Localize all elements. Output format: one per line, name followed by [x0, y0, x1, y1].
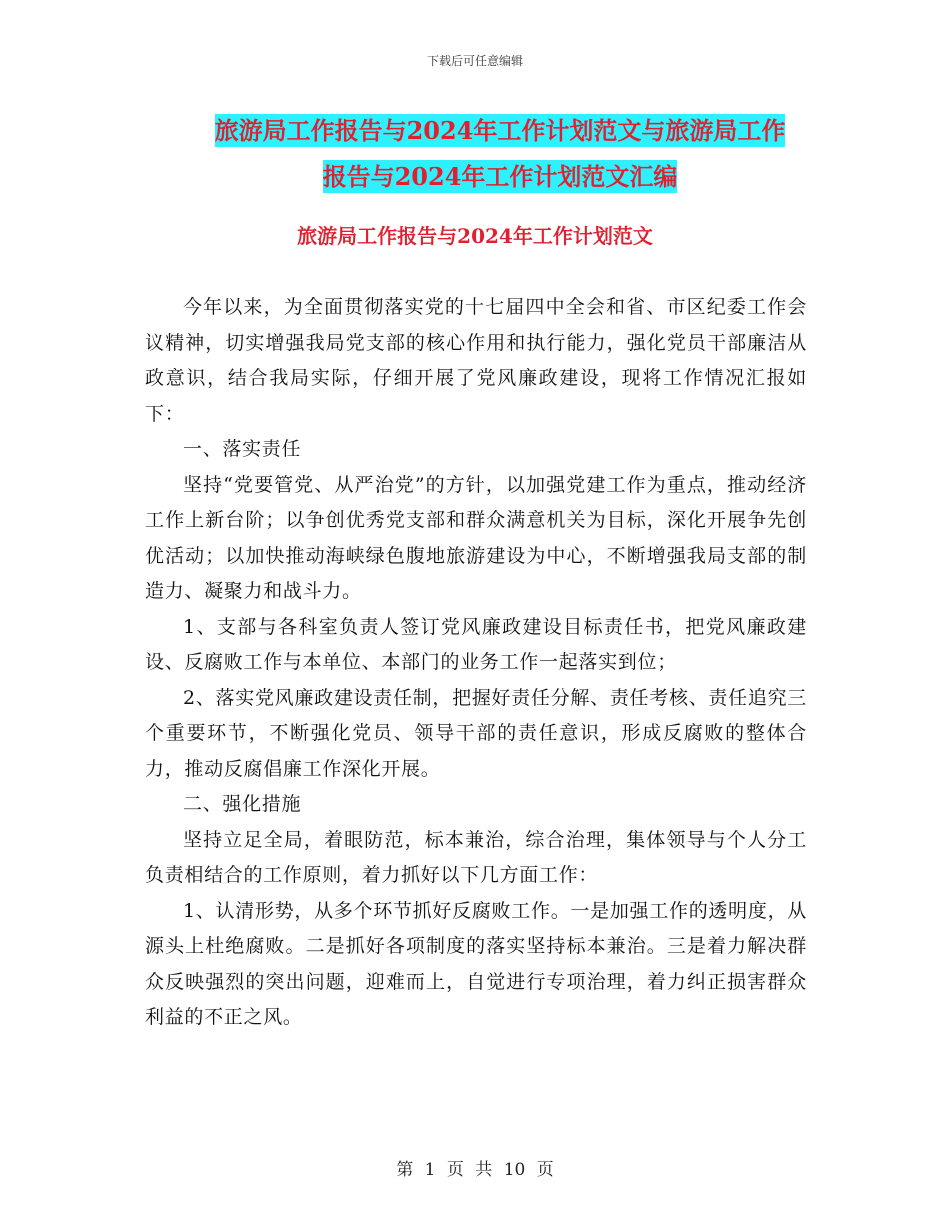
paragraph-principles: 坚持立足全局，着眼防范，标本兼治，综合治理，集体领导与个人分工负责相结合的工作原则，着力抓好以下几方面工作： [145, 828, 807, 886]
paragraph-item-2: 2、落实党风廉政建设责任制，把握好责任分解、责任考核、责任追究三个重要环节，不断强化党员、领导干部的责任意识，形成反腐败的整体合力，推动反腐倡廉工作深化开展。 [145, 686, 807, 780]
heading-strengthen-measures: 二、强化措施 [183, 793, 302, 815]
paragraph-measure-1: 1、认清形势，从多个环节抓好反腐败工作。一是加强工作的透明度，从源头上杜绝腐败。二是抓好各项制度的落实坚持标本兼治。三是着力解决群众反映强烈的突出问题，迎难而上，自觉进行专项治理，着力纠正损害群众利益的不正之风。 [145, 899, 807, 1028]
paragraph-policy: 坚持“党要管党、从严治党”的方针，以加强党建工作为重点，推动经济工作上新台阶；以争创优秀党支部和群众满意机关为目标，深化开展争先创优活动；以加快推动海峡绿色腹地旅游建设为中心，不断增强我局支部的制造力、凝聚力和战斗力。 [145, 473, 807, 602]
document-title [150, 108, 850, 200]
document-title-line-1: 旅游局工作报告与2024年工作计划范文与旅游局工作 [214, 116, 786, 145]
page-footer: 第 1 页 共 10 页 [396, 1160, 554, 1180]
paragraph-intro: 今年以来，为全面贯彻落实党的十七届四中全会和省、市区纪委工作会议精神，切实增强我局党支部的核心作用和执行能力，强化党员干部廉洁从政意识，结合我局实际，仔细开展了党风廉政建设，现将工作情况汇报如下： [145, 296, 807, 425]
document-body [145, 290, 807, 1036]
header-note: 下载后可任意编辑 [426, 54, 523, 68]
document-title-line-2: 报告与2024年工作计划范文汇编 [322, 162, 678, 191]
section-title: 旅游局工作报告与2024年工作计划范文 [297, 224, 653, 248]
paragraph-item-1: 1、支部与各科室负责人签订党风廉政建设目标责任书，把党风廉政建设、反腐败工作与本单位、本部门的业务工作一起落实到位； [145, 615, 807, 673]
heading-implement-responsibility: 一、落实责任 [183, 438, 302, 460]
